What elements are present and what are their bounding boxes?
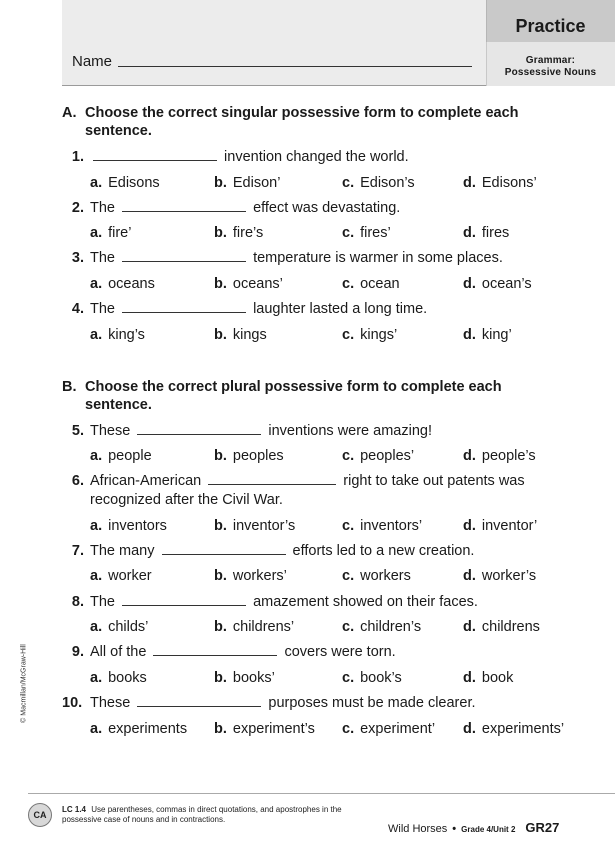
question-1 (68, 148, 588, 167)
footer-divider (28, 793, 615, 794)
answer-blank[interactable] (122, 199, 246, 212)
option-d[interactable]: d. king’ (463, 327, 512, 343)
options-2 (90, 224, 590, 243)
section-letter: A. (62, 105, 77, 121)
option-a[interactable]: a. fire’ (90, 225, 132, 241)
options-5 (90, 447, 590, 466)
question-number: 4. (71, 301, 84, 317)
practice-label: Practice (515, 16, 586, 36)
question-text-before: These (90, 423, 131, 439)
answer-blank[interactable] (137, 694, 261, 707)
answer-blank[interactable] (137, 422, 261, 435)
ca-standard-icon: CA (28, 803, 52, 827)
question-text-before: The (90, 594, 115, 610)
option-c[interactable]: c. ocean (342, 276, 400, 292)
footer-info (388, 820, 559, 835)
options-4 (90, 326, 590, 345)
question-number: 7. (71, 543, 84, 559)
question-text-after: covers were torn. (284, 644, 396, 660)
question-text-before: All of the (90, 644, 147, 660)
question-number: 8. (71, 594, 84, 610)
grade-unit: Grade 4/Unit 2 (461, 825, 516, 834)
standard-text: Use parentheses, commas in direct quotations, and apostrophes in the possessive case of nouns and in contractions. (62, 805, 342, 824)
option-d[interactable]: d. experiments’ (463, 721, 565, 737)
question-text-after: efforts led to a new creation. (292, 543, 475, 559)
option-a[interactable]: a. people (90, 448, 152, 464)
story-title: Wild Horses (388, 823, 448, 835)
question-text-after: temperature is warmer in some places. (253, 250, 503, 266)
answer-blank[interactable] (162, 542, 286, 555)
grammar-title: Grammar: (525, 55, 576, 66)
option-b[interactable]: b. childrens’ (214, 619, 295, 635)
option-d[interactable]: d. ocean’s (463, 276, 532, 292)
question-3 (68, 249, 588, 268)
option-a[interactable]: a. experiments (90, 721, 188, 737)
option-c[interactable]: c. children’s (342, 619, 422, 635)
option-d[interactable]: d. fires (463, 225, 510, 241)
question-10 (62, 694, 588, 713)
grammar-label (486, 55, 615, 79)
option-a[interactable]: a. inventors (90, 518, 167, 534)
standard-note (62, 805, 342, 825)
name-label: Name (72, 53, 113, 70)
answer-blank[interactable] (122, 300, 246, 313)
option-a[interactable]: a. king’s (90, 327, 145, 343)
option-b[interactable]: b. kings (214, 327, 267, 343)
option-d[interactable]: d. Edisons’ (463, 175, 537, 191)
question-text-after: inventions were amazing! (268, 423, 432, 439)
option-d[interactable]: d. worker’s (463, 568, 537, 584)
option-b[interactable]: b. oceans’ (214, 276, 283, 292)
option-c[interactable]: c. experiment’ (342, 721, 436, 737)
options-1 (90, 174, 590, 193)
question-2 (68, 199, 588, 218)
option-d[interactable]: d. book (463, 670, 514, 686)
option-c[interactable]: c. workers (342, 568, 411, 584)
page-number: GR27 (525, 820, 560, 835)
question-text-before: These (90, 695, 131, 711)
section-letter: B. (62, 379, 77, 395)
question-4 (68, 300, 588, 319)
question-text-after: right to take out patents was recognized after the Civil War. (90, 473, 525, 508)
copyright-notice: © Macmillan/McGraw-Hill (20, 644, 28, 723)
question-text-before: African-American (90, 473, 202, 489)
options-9 (90, 669, 590, 688)
name-field[interactable] (118, 66, 472, 67)
option-a[interactable]: a. worker (90, 568, 152, 584)
section-a-heading (62, 104, 562, 140)
option-c[interactable]: c. Edison’s (342, 175, 415, 191)
question-number: 6. (71, 473, 84, 489)
question-number: 3. (71, 250, 84, 266)
question-5 (68, 422, 588, 441)
bullet-icon: • (452, 823, 457, 835)
answer-blank[interactable] (122, 593, 246, 606)
option-b[interactable]: b. peoples (214, 448, 284, 464)
option-b[interactable]: b. books’ (214, 670, 275, 686)
question-number: 5. (71, 423, 84, 439)
option-b[interactable]: b. fire’s (214, 225, 264, 241)
option-c[interactable]: c. fires’ (342, 225, 391, 241)
answer-blank[interactable] (93, 148, 217, 161)
question-text-before: The (90, 200, 115, 216)
grammar-topic: Possessive Nouns (504, 67, 597, 78)
option-a[interactable]: a. oceans (90, 276, 155, 292)
question-text-before: The (90, 301, 115, 317)
options-10 (90, 720, 590, 739)
option-b[interactable]: b. workers’ (214, 568, 287, 584)
option-a[interactable]: a. childs’ (90, 619, 149, 635)
question-text-after: amazement showed on their faces. (253, 594, 478, 610)
option-c[interactable]: c. peoples’ (342, 448, 415, 464)
standard-code: LC 1.4 (62, 805, 87, 814)
options-6 (90, 517, 590, 536)
option-b[interactable]: b. inventor’s (214, 518, 296, 534)
question-number: 9. (71, 644, 84, 660)
question-text-before: The (90, 250, 115, 266)
question-8 (68, 593, 588, 612)
option-b[interactable]: b. experiment’s (214, 721, 315, 737)
question-number: 2. (71, 200, 84, 216)
answer-blank[interactable] (153, 643, 277, 656)
question-number: 1. (71, 149, 84, 165)
option-d[interactable]: d. inventor’ (463, 518, 538, 534)
question-text-before: The many (90, 543, 155, 559)
question-text-after: purposes must be made clearer. (268, 695, 476, 711)
question-7 (68, 542, 588, 561)
question-text-after: effect was devastating. (253, 200, 401, 216)
option-c[interactable]: c. book’s (342, 670, 402, 686)
options-8 (90, 618, 590, 637)
options-3 (90, 275, 590, 294)
answer-blank[interactable] (122, 249, 246, 262)
option-c[interactable]: c. inventors’ (342, 518, 423, 534)
question-text-after: invention changed the world. (224, 149, 409, 165)
question-text-after: laughter lasted a long time. (253, 301, 428, 317)
answer-blank[interactable] (208, 472, 336, 485)
option-b[interactable]: b. Edison’ (214, 175, 281, 191)
option-d[interactable]: d. people’s (463, 448, 536, 464)
question-6 (68, 472, 548, 510)
section-instructions: Choose the correct singular possessive form to complete each sentence. (85, 105, 519, 139)
option-a[interactable]: a. books (90, 670, 147, 686)
options-7 (90, 567, 590, 586)
option-d[interactable]: d. childrens (463, 619, 540, 635)
option-c[interactable]: c. kings’ (342, 327, 398, 343)
section-instructions: Choose the correct plural possessive form to complete each sentence. (85, 379, 502, 413)
question-9 (68, 643, 588, 662)
question-number: 10. (62, 695, 83, 711)
option-a[interactable]: a. Edisons (90, 175, 160, 191)
section-b-heading (62, 378, 562, 414)
